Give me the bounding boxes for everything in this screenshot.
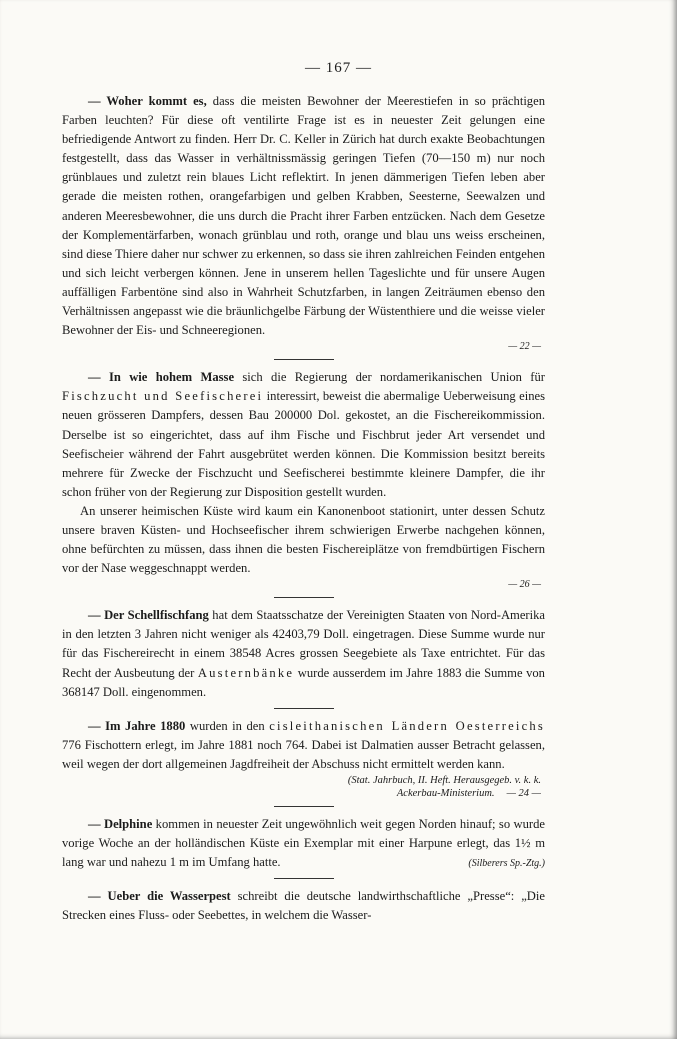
paragraph-text: schreibt die deutsche landwirthschaftliche „Presse“: „Die Strecken eines Fluss- oder Seebettes, in welchem die Wasser-	[62, 889, 545, 923]
paragraph-text: interessirt, beweist die abermalige Ueberweisung eines neuen grösseren Dampfers, dessen Bau 200000 Dol. gekostet, an die Fischereikommission. Derselbe ist so eingerichtet, dass auf ihm Fische und Fischbrut jeder Art versendet und Seefischeier während der Fahrt ausgebrütet werden können. Die Kommission besitzt bereits mehrere für Zwecke der Fischzucht und Seefischerei bestimmte kleinere Dampfer, die ihr schon früher von der Regierung zur Disposition gestellt wurden.	[62, 389, 545, 499]
note-number: — 26 —	[508, 579, 541, 591]
paragraph-fischottern	[62, 717, 545, 774]
text-column	[62, 92, 545, 925]
paragraph-text: sich die Regierung der nordamerikanischen Union für	[234, 370, 545, 385]
citation	[62, 787, 541, 800]
lead-phrase: — Delphine	[88, 817, 153, 831]
paragraph-text: kommen in neuester Zeit ungewöhnlich weit gegen Norden hinauf; so wurde vorige Woche an der holländischen Küste ein Exemplar mit einer Harpune erlegt, das 1½ m lang war und nahezu 1 m im Umfang hatte.	[62, 817, 545, 870]
page-number: — 167 —	[305, 60, 372, 76]
paragraph-schellfischfang	[62, 606, 545, 701]
paragraph-text: hat dem Staatsschatze der Vereinigten Staaten von Nord-Amerika in den letzten 3 Jahren nicht weniger als 42403,79 Doll. eingetragen. Diese Summe wurde nur für das Fischereirecht in einem 38548 Acres grossen Seegebiete als Taxe entrichtet. Für das Recht der Ausbeutung der	[62, 608, 546, 680]
paragraph-text: 776 Fischottern erlegt, im Jahre 1881 noch 764. Dabei ist Dalmatien ausser Betracht gelassen, weil wegen der dort allgemeinen Jagdfreiheit der Abschuss nicht ermittelt werden kann.	[62, 737, 545, 771]
paragraph-kueste: An unserer heimischen Küste wird kaum ein Kanonenboot stationirt, unter dessen Schutz unsere braven Küsten- und Hochseefischer ihrem schwierigen Erwerbe nachgehen können, ohne befürchten zu müssen, dass ihnen die besten Fischereiplätze von fremdbürtigen Fischern vor der Nase weggeschnappt werden.	[62, 503, 545, 576]
lead-phrase: — Ueber die Wasserpest	[88, 889, 231, 904]
spaced-phrase: Fischzucht und Seefischerei	[62, 389, 264, 404]
citation	[62, 774, 541, 787]
lead-phrase: — Im Jahre 1880	[88, 718, 186, 733]
note-number: — 22 —	[508, 341, 541, 353]
paragraph-text: wurde ausserdem im Jahre 1883 die Summe von 368147 Doll. eingenommen.	[62, 665, 545, 699]
lead-phrase: — Woher kommt es,	[88, 94, 207, 108]
section-divider	[274, 597, 334, 598]
section-divider	[274, 359, 334, 360]
paragraph-text: dass die meisten Bewohner der Meerestiefen in so prächtigen Farben leuchten? Für diese oft ventilirte Frage ist es in neuester Zeit gelungen eine befriedigende Antwort zu finden. Herr Dr. C. Keller in Zürich hat durch exakte Beobachtungen festgestellt, dass das Wasser in verhältnissmässig geringen Tiefen (70—150 m) nur noch grünblaues und zuletzt rein blaues Licht reflektirt. In jenen dämmerigen Tiefen leben aber gerade die meisten rothen, orangefarbigen und gelben Krabben, Seesterne, Seewalzen und anderen Meeresbewohner, die uns durch die Pracht ihrer Farben entzücken. Nach dem Gesetze der Komplementärfarben, wonach grünblau und roth, orange und blau uns weiss erscheinen, sind diese Thiere daher nur schwer zu erkennen, so dass sie ihren zahlreichen Feinden entgehen und sich leicht verbergen können. Jene in unserem hellen Tageslichte und für unsere Augen auffälligen Farbentöne sind also in Wahrheit Schutzfarben, in langen Zeiträumen ebenso den Verhältnissen angepasst wie die bräunlichgelbe Färbung der Wüstenthiere und die weisse vieler Bewohner der Eis- und Schneeregionen.	[62, 94, 545, 338]
citation-line: Ackerbau-Ministerium.	[396, 788, 495, 799]
lead-phrase: — In wie hohem Masse	[88, 370, 235, 385]
citation: (Silberers Sp.-Ztg.)	[468, 858, 545, 870]
note-number: — 24 —	[506, 788, 541, 799]
section-divider	[274, 878, 334, 879]
paragraph-farben	[62, 92, 545, 340]
spaced-phrase: cisleithanischen Ländern Oesterreichs	[269, 718, 546, 733]
paragraph-delphine	[62, 815, 545, 872]
paragraph-text: wurden in den	[185, 718, 270, 733]
lead-phrase: — Der Schellfischfang	[88, 608, 209, 623]
paragraph-wasserpest	[62, 887, 545, 925]
section-divider	[274, 806, 334, 807]
paragraph-fischzucht	[62, 368, 545, 502]
citation-line: (Stat. Jahrbuch, II. Heft. Herausgegeb. v. k. k.	[347, 775, 541, 786]
section-divider	[274, 708, 334, 709]
spaced-phrase: Austernbänke	[197, 665, 295, 680]
